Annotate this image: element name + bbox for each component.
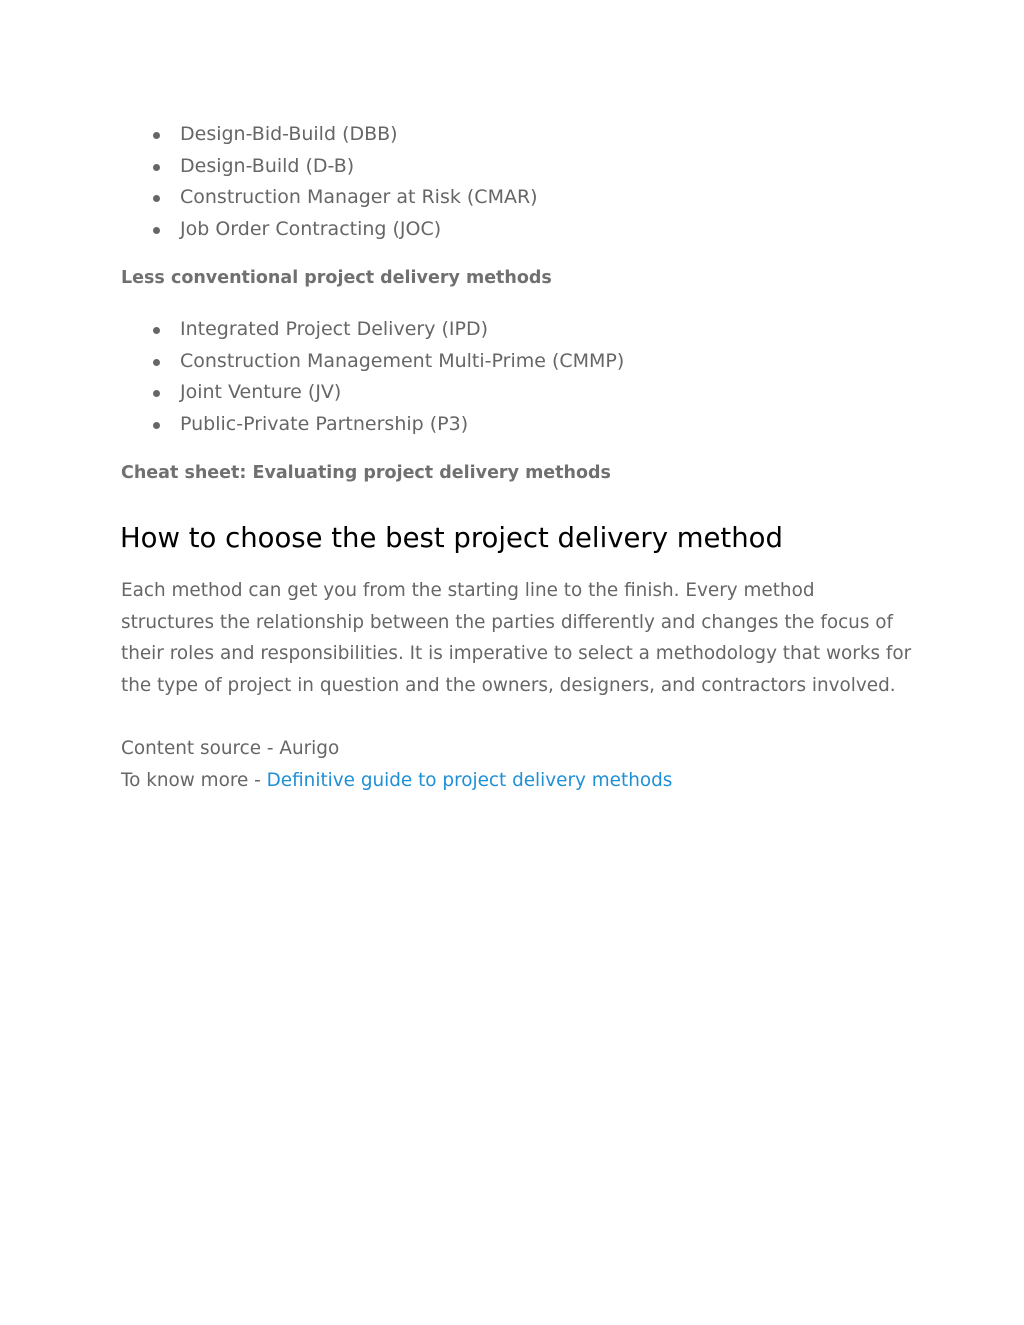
list-item: [150, 314, 624, 346]
list-item: [150, 409, 624, 441]
cheat-sheet-heading: Cheat sheet: Evaluating project delivery methods: [121, 463, 611, 483]
paragraph-line: the type of project in question and the owners, designers, and contractors involved.: [121, 675, 896, 697]
content-source: Content source - Aurigo: [121, 738, 340, 759]
list-item-text: Construction Management Multi-Prime (CMMP): [180, 349, 625, 372]
bullet-icon: [153, 195, 160, 202]
list-item-text: Integrated Project Delivery (IPD): [180, 318, 489, 340]
list-item-text: Design-Bid-Build (DBB): [180, 123, 398, 145]
section-title: How to choose the best project delivery method: [120, 522, 783, 554]
list-item: [150, 151, 538, 183]
bullet-icon: [153, 359, 160, 366]
paragraph-line: their roles and responsibilities. It is imperative to select a methodology that works for: [121, 643, 912, 665]
list-item-text: Joint Venture (JV): [180, 381, 342, 404]
conventional-methods-list: [150, 119, 538, 246]
list-item-text: Construction Manager at Risk (CMAR): [180, 186, 538, 209]
list-item: [150, 214, 538, 246]
list-item: [150, 377, 624, 409]
section-paragraph: [121, 575, 921, 702]
less-conventional-heading: Less conventional project delivery methods: [121, 268, 552, 288]
bullet-icon: [153, 132, 160, 139]
list-item-text: Public-Private Partnership (P3): [180, 413, 469, 436]
paragraph-line: Each method can get you from the starting line to the finish. Every method: [121, 580, 815, 601]
bullet-icon: [153, 390, 160, 397]
bullet-icon: [153, 422, 160, 429]
know-more-prefix: To know more -: [121, 770, 267, 791]
bullet-icon: [153, 227, 160, 234]
list-item-text: Design-Build (D-B): [180, 154, 355, 177]
know-more-line: [121, 765, 672, 797]
definitive-guide-link[interactable]: Definitive guide to project delivery methods: [266, 770, 673, 791]
bullet-icon: [153, 327, 160, 334]
less-conventional-methods-list: [150, 314, 624, 441]
list-item: [150, 346, 624, 378]
list-item: [150, 182, 538, 214]
paragraph-line: structures the relationship between the parties differently and changes the focus of: [121, 611, 893, 633]
list-item: [150, 119, 538, 151]
list-item-text: Job Order Contracting (JOC): [180, 218, 442, 241]
bullet-icon: [153, 164, 160, 171]
